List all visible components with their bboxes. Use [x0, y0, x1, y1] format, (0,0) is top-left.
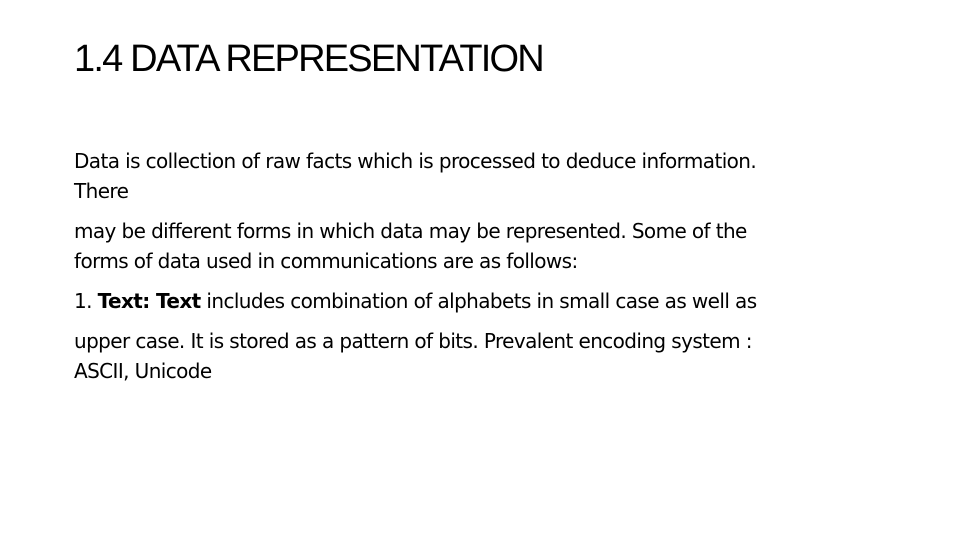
paragraph-definition — [74, 146, 914, 206]
term-description: includes combination of alphabets in small case as well as — [206, 289, 757, 313]
slide-body — [74, 146, 914, 396]
text-line: There — [74, 179, 129, 203]
text-line: Data is collection of raw facts which is processed to deduce information. — [74, 149, 757, 173]
text-line: upper case. It is stored as a pattern of bits. Prevalent encoding system : — [74, 329, 752, 353]
text-line — [74, 286, 914, 316]
list-number: 1. — [74, 289, 92, 313]
slide-title: 1.4 DATA REPRESENTATION — [74, 38, 543, 80]
text-line: ASCII, Unicode — [74, 359, 212, 383]
paragraph-encoding — [74, 326, 914, 386]
text-line: may be different forms in which data may be represented. Some of the — [74, 219, 747, 243]
list-item-text — [74, 286, 914, 316]
term-label: Text: Text — [97, 289, 201, 313]
paragraph-forms — [74, 216, 914, 276]
text-line: forms of data used in communications are as follows: — [74, 249, 578, 273]
